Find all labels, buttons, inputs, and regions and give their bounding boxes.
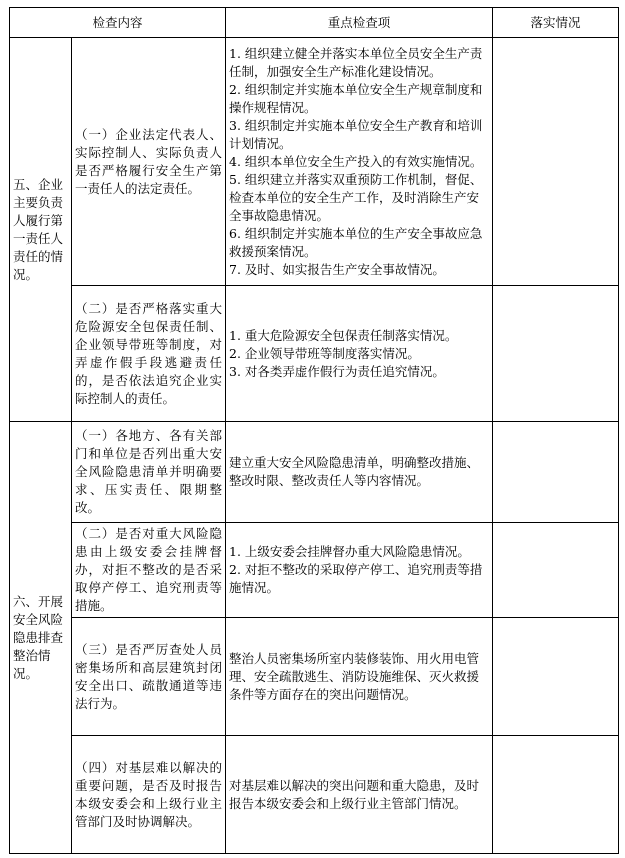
table-row xyxy=(10,736,619,854)
implementation-cell[interactable] xyxy=(493,38,619,286)
content-cell: （二）是否对重大风险隐患由上级安委会挂牌督办，对拒不整改的是否采取停产停工、追究刑责等措施。 xyxy=(72,523,226,618)
category-cell: 五、企业主要负责人履行第一责任人责任的情况。 xyxy=(10,38,72,422)
check-point: 2. 组织制定并实施本单位安全生产规章制度和操作规程情况。 xyxy=(229,81,483,115)
points-cell xyxy=(226,422,493,523)
check-point: 4. 组织本单位安全生产投入的有效实施情况。 xyxy=(229,153,483,169)
implementation-cell[interactable] xyxy=(493,523,619,618)
check-point: 对基层难以解决的突出问题和重大隐患，及时报告本级安委会和上级行业主管部门情况。 xyxy=(229,777,480,811)
implementation-cell[interactable] xyxy=(493,618,619,736)
points-cell xyxy=(226,618,493,736)
header-check-content: 检查内容 xyxy=(10,8,226,38)
content-cell: （一）企业法定代表人、实际控制人、实际负责人是否严格履行安全生产第一责任人的法定责任。 xyxy=(72,38,226,286)
check-point: 2. 对拒不整改的采取停产停工、追究刑责等措施情况。 xyxy=(229,562,483,595)
check-point: 建立重大安全风险隐患清单，明确整改措施、整改时限、整改责任人等内容情况。 xyxy=(229,455,480,488)
check-point: 2. 企业领导带班等制度落实情况。 xyxy=(229,345,420,361)
content-cell: （三）是否严厉查处人员密集场所和高层建筑封闭安全出口、疏散通道等违法行为。 xyxy=(72,618,226,736)
check-point: 1. 重大危险源安全包保责任制落实情况。 xyxy=(229,327,458,343)
table-row xyxy=(10,286,619,422)
table-row xyxy=(10,523,619,618)
table-row xyxy=(10,38,619,286)
points-cell xyxy=(226,736,493,854)
implementation-cell[interactable] xyxy=(493,286,619,422)
points-cell xyxy=(226,286,493,422)
check-point: 7. 及时、如实报告生产安全事故情况。 xyxy=(229,261,445,277)
header-key-items: 重点检查项 xyxy=(226,8,493,38)
check-point: 5. 组织建立并落实双重预防工作机制，督促、检查本单位的安全生产工作，及时消除生产安全事故隐患情况。 xyxy=(229,171,483,223)
content-cell: （二）是否严格落实重大危险源安全包保责任制、企业领导带班等制度，对弄虚作假手段逃避责任的，是否依法追究企业实际控制人的责任。 xyxy=(72,286,226,422)
implementation-cell[interactable] xyxy=(493,736,619,854)
check-point: 3. 组织制定并实施本单位安全生产教育和培训计划情况。 xyxy=(229,117,483,151)
table-row xyxy=(10,618,619,736)
check-point: 3. 对各类弄虚作假行为责任追究情况。 xyxy=(229,363,445,379)
points-cell xyxy=(226,523,493,618)
points-cell xyxy=(226,38,493,286)
header-row xyxy=(10,8,619,38)
table-row xyxy=(10,422,619,523)
check-point: 1. 组织建立健全并落实本单位全员安全生产责任制，加强安全生产标准化建设情况。 xyxy=(229,45,483,79)
implementation-cell[interactable] xyxy=(493,422,619,523)
check-point: 整治人员密集场所室内装修装饰、用火用电管理、安全疏散逃生、消防设施维保、灭火救援条件等方面存在的突出问题情况。 xyxy=(229,650,480,702)
inspection-table xyxy=(9,7,619,854)
check-point: 1. 上级安委会挂牌督办重大风险隐患情况。 xyxy=(229,544,470,559)
content-cell: （一）各地方、各有关部门和单位是否列出重大安全风险隐患清单并明确要求、压实责任、限期整改。 xyxy=(72,422,226,523)
header-implementation: 落实情况 xyxy=(493,8,619,38)
content-cell: （四）对基层难以解决的重要问题，是否及时报告本级安委会和上级行业主管部门及时协调解决。 xyxy=(72,736,226,854)
check-point: 6. 组织制定并实施本单位的生产安全事故应急救援预案情况。 xyxy=(229,225,483,259)
category-cell: 六、开展安全风险隐患排查整治情况。 xyxy=(10,422,72,854)
